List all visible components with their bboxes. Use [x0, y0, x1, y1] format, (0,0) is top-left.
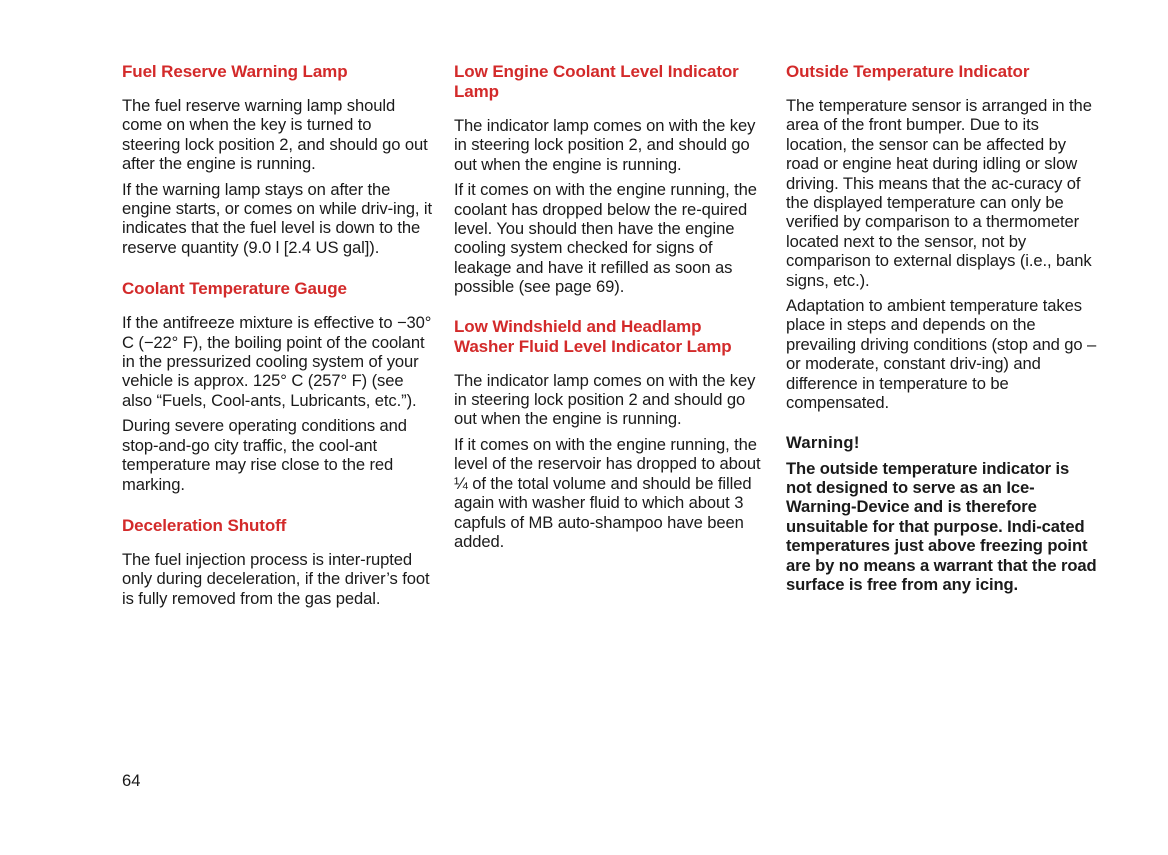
paragraph: The indicator lamp comes on with the key in steering lock position 2 and should go out when the engine is running.	[454, 370, 756, 429]
section-deceleration-shutoff	[122, 516, 434, 608]
paragraph: During severe operating conditions and stop-and-go city traffic, the cool-ant temperature may rise close to the red marking.	[122, 416, 407, 494]
section-fuel-reserve-warning-lamp	[122, 62, 434, 257]
column-right	[786, 62, 1098, 594]
page-number: 64	[122, 771, 141, 790]
warning-text: The outside temperature indicator is not designed to serve as an Ice-Warning-Device and is therefore unsuitable for that purpose. Indi-cated temperatures just above freezing point are by no means a warrant that the road surface is free from any icing.	[786, 458, 1097, 594]
paragraph: The indicator lamp comes on with the key in steering lock position 2, and should go out when the engine is running.	[454, 116, 756, 174]
paragraph: If the warning lamp stays on after the engine starts, or comes on while driv-ing, it indicates that the fuel level is down to the reserve quantity (9.0 l [2.4 US gal]).	[122, 179, 432, 257]
column-left	[122, 62, 434, 630]
section-washer-fluid-level	[454, 317, 766, 552]
section-outside-temperature-indicator	[786, 62, 1098, 413]
section-low-engine-coolant-level	[454, 62, 766, 297]
paragraph: The fuel reserve warning lamp should come on when the key is turned to steering lock position 2, and should go out after the engine is running.	[122, 96, 428, 174]
heading-low-engine-coolant-level: Low Engine Coolant Level Indicator Lamp	[454, 62, 739, 101]
heading-coolant-temperature-gauge: Coolant Temperature Gauge	[122, 279, 347, 299]
paragraph: Adaptation to ambient temperature takes place in steps and depends on the prevailing driving conditions (stop and go – or moderate, constant driv-ing) and difference in temperature to be compensated.	[786, 296, 1097, 413]
paragraph: If it comes on with the engine running, the coolant has dropped below the re-quired level. You should then have the engine cooling system checked for signs of leakage and have it refilled as soon as possible (see page 69).	[454, 180, 757, 297]
heading-deceleration-shutoff: Deceleration Shutoff	[122, 515, 287, 535]
paragraph: If it comes on with the engine running, the level of the reservoir has dropped to about ¼ of the total volume and should be filled again with washer fluid to which about 3 capfuls of MB auto-shampoo have been added.	[454, 434, 761, 551]
heading-outside-temperature-indicator: Outside Temperature Indicator	[786, 62, 1030, 81]
paragraph: If the antifreeze mixture is effective to −30° C (−22° F), the boiling point of the coolant in the pressurized cooling system of your vehicle is approx. 125° C (257° F) (see also “Fuels, Cool-ants, Lubricants, etc.”).	[122, 313, 432, 410]
section-coolant-temperature-gauge	[122, 279, 434, 494]
heading-fuel-reserve-warning-lamp: Fuel Reserve Warning Lamp	[122, 62, 348, 81]
warning-title: Warning!	[786, 432, 860, 452]
column-middle	[454, 62, 766, 571]
heading-washer-fluid-level: Low Windshield and Headlamp Washer Fluid Level Indicator Lamp	[454, 316, 732, 356]
paragraph: The fuel injection process is inter-rupted only during deceleration, if the driver’s foot is fully removed from the gas pedal.	[122, 549, 430, 608]
paragraph: The temperature sensor is arranged in the area of the front bumper. Due to its location, the sensor can be affected by road or engine heat during idling or slow driving. This means that the ac-curacy of the displayed temperature can only be verified by comparison to a thermometer located next to the sensor, not by comparison to external displays (i.e., bank signs, etc.).	[786, 96, 1092, 290]
warning-box	[786, 433, 1098, 595]
